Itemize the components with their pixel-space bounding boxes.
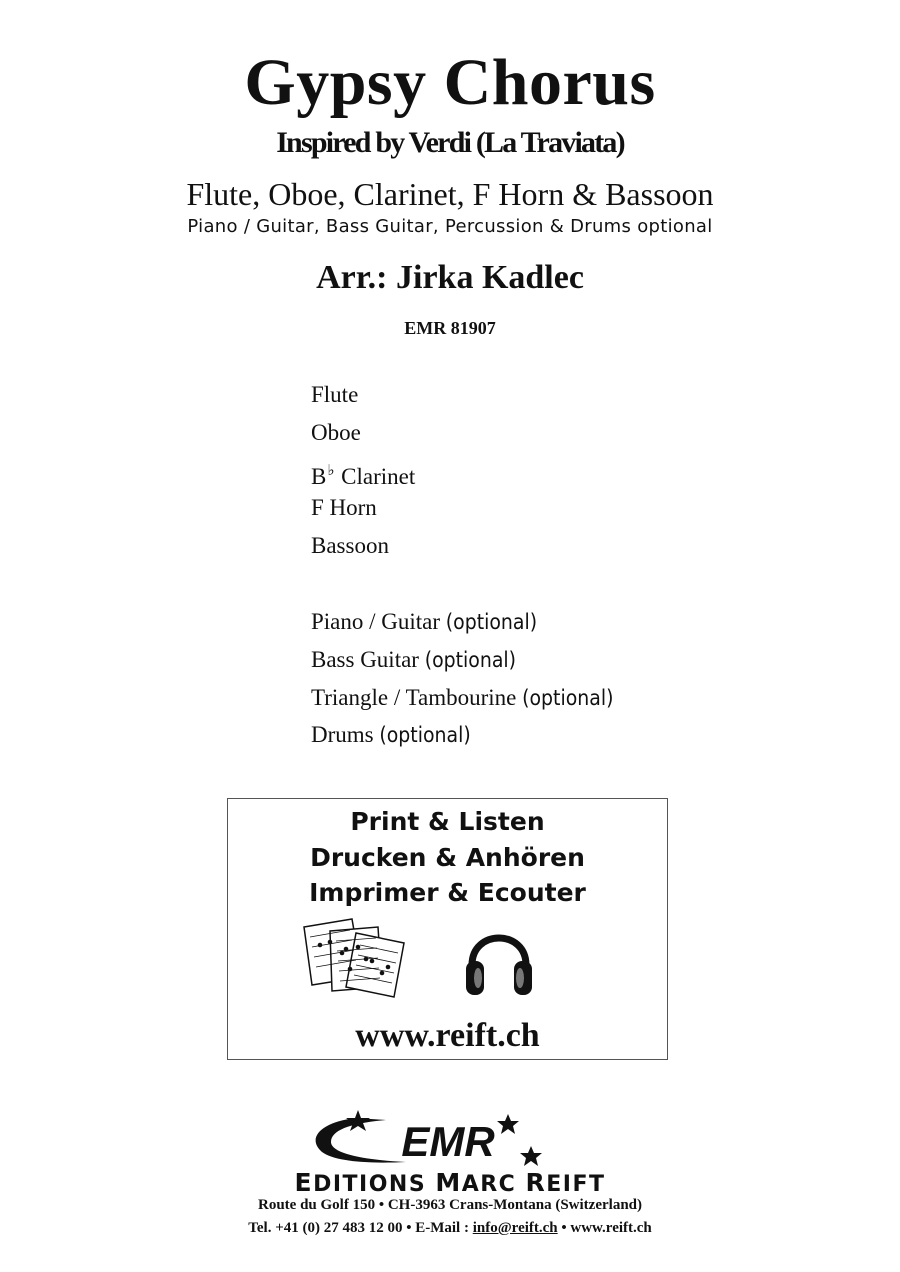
part-name: Bassoon	[311, 533, 389, 559]
promo-line-english: Print & Listen	[350, 807, 545, 836]
part-name: Flute	[311, 382, 359, 407]
publisher-initial: R	[525, 1168, 547, 1197]
emr-logo	[296, 1108, 616, 1170]
promo-line-french: Imprimer & Ecouter	[309, 878, 586, 907]
part-name: Oboe	[311, 419, 361, 445]
part-name: Clarinet	[341, 463, 416, 489]
publisher-address: Route du Golf 150 • CH-3963 Crans-Montana (Switzerland)	[258, 1197, 642, 1213]
part-item	[311, 380, 613, 418]
part-name: Bass Guitar	[311, 646, 419, 672]
part-item	[311, 456, 613, 494]
parts-list	[311, 380, 613, 758]
publisher-contact	[0, 1221, 900, 1236]
emr-logo-text: EMR	[401, 1118, 495, 1165]
optional-part-item	[311, 645, 613, 683]
optional-instruments-line: Piano / Guitar, Bass Guitar, Percussion & Drums optional	[187, 216, 713, 237]
part-name: Triangle / Tambourine	[311, 684, 517, 710]
publisher-word: DITIONS	[313, 1172, 436, 1197]
optional-note: (optional)	[424, 647, 517, 672]
optional-note: (optional)	[522, 685, 614, 710]
publisher-word: EIFT	[546, 1172, 606, 1197]
instrumentation-line: Flute, Oboe, Clarinet, F Horn & Bassoon	[186, 176, 714, 212]
part-item	[311, 493, 613, 531]
part-item	[311, 531, 613, 569]
publisher-initial: E	[294, 1168, 314, 1197]
optional-part-item	[311, 607, 613, 645]
print-listen-box	[227, 798, 668, 1060]
optional-note: (optional)	[445, 609, 538, 634]
publisher-word: ARC	[461, 1172, 526, 1197]
flat-sign: ♭	[327, 462, 335, 479]
publisher-initial: M	[435, 1168, 462, 1197]
arranger-credit: Arr.: Jirka Kadlec	[316, 259, 584, 296]
promo-line-german: Drucken & Anhören	[310, 843, 585, 872]
sheet-music-icon	[300, 917, 412, 999]
part-item	[311, 418, 613, 456]
score-title: Gypsy Chorus	[244, 46, 656, 119]
score-subtitle: Inspired by Verdi (La Traviata)	[276, 126, 624, 159]
part-name: Piano / Guitar	[311, 608, 441, 634]
optional-note: (optional)	[379, 723, 471, 748]
part-key: B	[311, 463, 327, 489]
parts-spacer	[311, 569, 613, 607]
email-link[interactable]: info@reift.ch	[472, 1220, 558, 1236]
headphones-icon	[464, 921, 534, 1001]
part-name: Drums	[311, 722, 374, 748]
website-text: • www.reift.ch	[557, 1220, 652, 1236]
optional-part-item	[311, 720, 613, 758]
catalog-number: EMR 81907	[404, 318, 496, 338]
promo-website-link[interactable]: www.reift.ch	[355, 1017, 540, 1054]
part-name: F Horn	[311, 495, 377, 521]
optional-part-item	[311, 683, 613, 721]
publisher-name	[0, 1170, 900, 1196]
phone-text: Tel. +41 (0) 27 483 12 00 • E-Mail :	[248, 1220, 473, 1236]
